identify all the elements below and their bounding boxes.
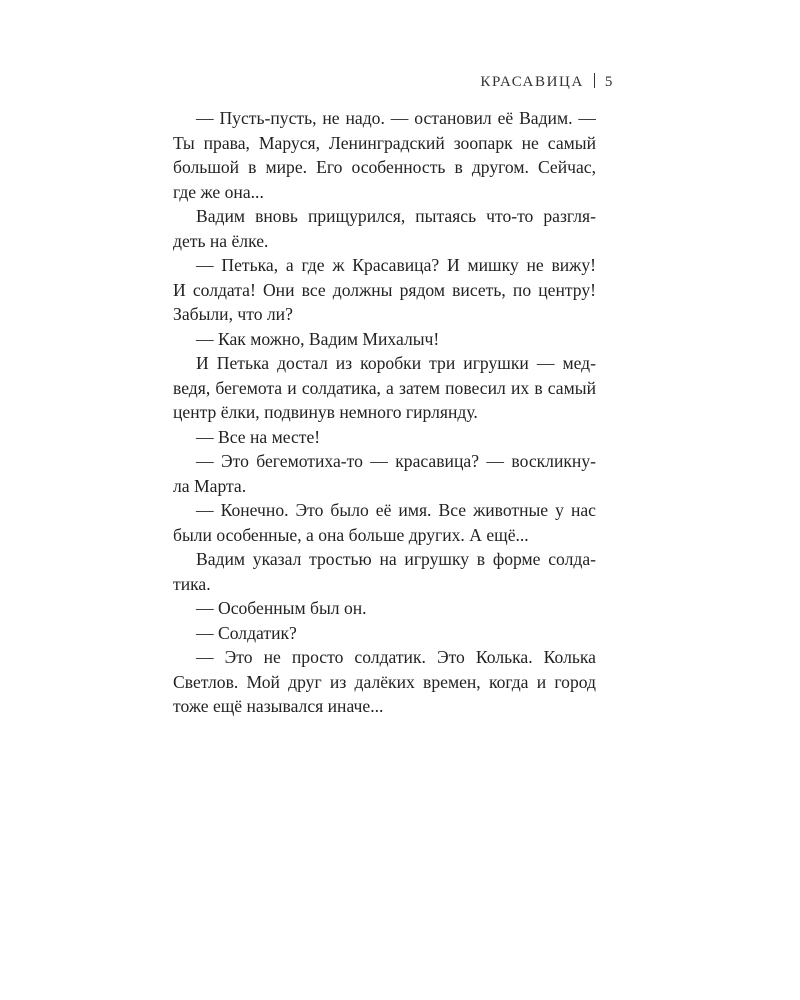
text-line: деть на ёлке. [173,230,269,251]
body-text [173,106,596,719]
text-line: — Солдатик? [196,622,297,643]
header-separator [594,73,595,88]
text-line: — Это не просто солдатик. Это Колька. Колька [196,647,596,667]
text-line: Вадим вновь прищурился, пытаясь что-то разгля- [196,206,596,226]
text-line: центр ёлки, подвинув немного гирлянду. [173,402,478,422]
text-line: ведя, бегемота и солдатика, а затем повесил их в самый [173,377,596,398]
text-line: — Петька, а где ж Красавица? И мишку не вижу! [196,255,596,275]
text-line: — Пусть-пусть, не надо. — остановил её Вадим. — [196,108,596,128]
text-line: были особенные, а она больше других. А ещё... [173,524,529,545]
text-line: И Петька достал из коробки три игрушки — мед- [196,353,596,373]
text-line: И солдата! Они все должны рядом висеть, по центру! [173,279,596,300]
text-line: тика. [173,573,211,594]
text-line: — Как можно, Вадим Михалыч! [196,328,440,349]
text-line: Забыли, что ли? [173,304,293,324]
text-line: — Особенным был он. [196,598,367,618]
text-line: тоже ещё назывался иначе... [173,696,384,716]
page-number: 5 [604,74,614,90]
text-line: Ты права, Маруся, Ленинградский зоопарк не самый [173,132,596,153]
text-line: большой в мире. Его особенность в другом. Сейчас, [173,157,596,177]
text-line: Вадим указал тростью на игрушку в форме солда- [196,549,596,569]
text-line: — Это бегемотиха-то — красавица? — воскликну- [196,451,596,471]
text-line: — Конечно. Это было её имя. Все животные у нас [196,500,596,520]
text-line: ла Марта. [173,475,247,496]
text-line: — Все на месте! [196,426,321,447]
running-head [480,72,614,92]
text-line: Светлов. Мой друг из далёких времен, когда и город [173,671,596,692]
chapter-title: КРАСАВИЦА [480,74,584,90]
text-line: где же она... [173,181,264,202]
